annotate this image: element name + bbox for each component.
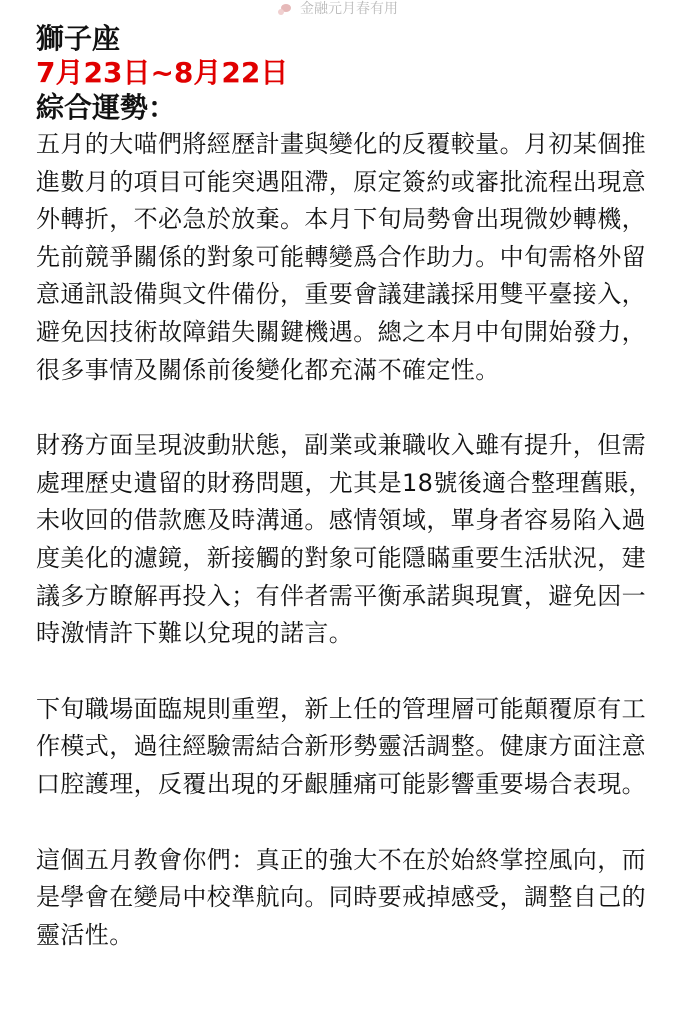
watermark bbox=[278, 0, 398, 18]
paragraph-gap bbox=[36, 653, 656, 691]
paragraph-career-health: 下旬職場面臨規則重塑，新上任的管理層可能顛覆原有工作模式，過往經驗需結合新形勢靈活調整。健康方面注意口腔護理，反覆出現的牙齦腫痛可能影響重要場合表現。 bbox=[36, 694, 646, 798]
paragraph-finance-love: 財務方面呈現波動狀態，副業或兼職收入雖有提升，但需處理歷史遺留的財務問題，尤其是18號後適合整理舊賬，未收回的借款應及時溝通。感情領域，單身者容易陷入過度美化的濾鏡，新接觸的對象可能隱瞞重要生活狀況，建議多方瞭解再投入；有伴者需平衡承諾與現實，避免因一時激情許下難以兌現的諾言。 bbox=[36, 431, 653, 648]
sign-title: 獅子座 bbox=[36, 22, 121, 55]
paragraph-overview: 五月的大喵們將經歷計畫與變化的反覆較量。月初某個推進數月的項目可能突遇阻滯，原定簽約或審批流程出現意外轉折，不必急於放棄。本月下旬局勢會出現微妙轉機，先前競爭關係的對象可能轉變爲合作助力。中旬需格外留意通訊設備與文件備份，重要會議建議採用雙平臺接入，避免因技術故障錯失關鍵機遇。總之本月中旬開始發力，很多事情及關係前後變化都充滿不確定性。 bbox=[36, 130, 646, 384]
section-title: 綜合運勢： bbox=[36, 91, 177, 124]
date-range: 7月23日~8月22日 bbox=[36, 56, 289, 89]
weibo-logo-icon bbox=[278, 2, 296, 16]
paragraph-gap bbox=[36, 389, 656, 427]
watermark-text: 金融元月春有用 bbox=[300, 1, 398, 17]
paragraph-summary: 這個五月教會你們：真正的強大不在於始終掌控風向，而是學會在變局中校準航向。同時要戒掉感受，調整自己的靈活性。 bbox=[36, 845, 646, 949]
paragraph-gap bbox=[36, 804, 656, 842]
horoscope-article bbox=[36, 22, 656, 954]
